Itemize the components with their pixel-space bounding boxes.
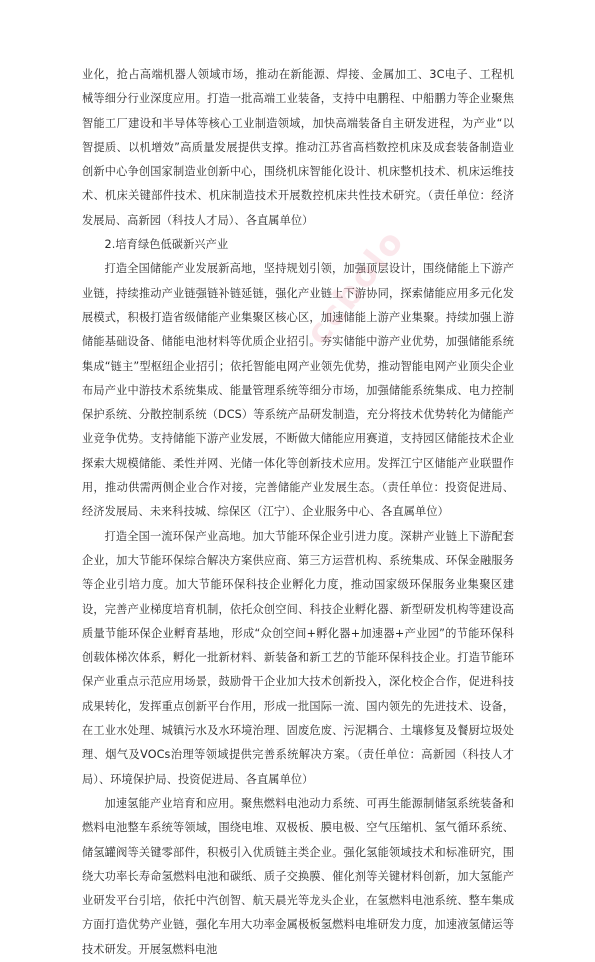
paragraph-environmental-protection: 打造全国一流环保产业高地。加大节能环保企业引进力度。深耕产业链上下游配套企业，加大节能环保综合解决方案供应商、第三方运营机构、系统集成、环保金融服务等企业引培力度。加大节能环保科技企业孵化力度，推动国家级环保服务业集聚区建设，完善产业梯度培育机制，依托众创空间、科技企业孵化器、新型研发机构等建设高质量节能环保企业孵育基地，形成“众创空间+孵化器+加速器+产业园”的节能环保科创载体梯次体系，孵化一批新材料、新装备和新工艺的节能环保科技企业。打造节能环保产业重点示范应用场景，鼓励骨干企业加大技术创新投入，深化校企合作，促进科技成果转化，发挥重点创新平台作用，形成一批国际一流、国内领先的先进技术、设备，在工业水处理、城镇污水及水环境治理、固废危废、污泥耦合、土壤修复及餐厨垃圾处理、烟气及VOCs治理等领域提供完善系统解决方案。（责任单位：高新园（科技人才局）、环境保护局、投资促进局、各直属单位） <box>82 529 514 786</box>
watermark-logo: ccbolo <box>298 221 413 353</box>
document-body <box>82 63 514 962</box>
section-heading: 2.培育绿色低碳新兴产业 <box>104 238 229 252</box>
paragraph-energy-storage: 打造全国储能产业发展新高地，坚持规划引领，加强顶层设计，围绕储能上下游产业链，持续推动产业链强链补链延链，强化产业链上下游协同，探索储能应用多元化发展模式，积极打造省级储能产业集聚区核心区，加速储能上游产业集聚。持续加强上游储能基础设备、储能电池材料等优质企业招引。夯实储能中游产业优势，加强储能系统集成“链主”型枢纽企业招引；依托智能电网产业领先优势，推动智能电网产业顶尖企业布局产业中游技术系统集成、能量管理系统等细分市场，加强储能系统集成、电力控制保护系统、分散控制系统（DCS）等系统产品研发制造，充分将技术优势转化为储能产业竞争优势。支持储能下游产业发展，不断做大储能应用赛道，支持园区储能技术企业探索大规模储能、柔性并网、光储一体化等创新技术应用。发挥江宁区储能产业联盟作用，推动供需两侧企业合作对接，完善储能产业发展生态。（责任单位：投资促进局、经济发展局、未来科技城、综保区（江宁）、企业服务中心、各直属单位） <box>82 262 514 519</box>
paragraph-continuation: 业化，抢占高端机器人领域市场，推动在新能源、焊接、金属加工、3C电子、工程机械等细分行业深度应用。打造一批高端工业装备，支持中电鹏程、中船鹏力等企业聚焦智能工厂建设和半导体等核心工业制造领域，加快高端装备自主研发进程，为产业“以智提质、以机增效”高质量发展提供支撑。推动江苏省高档数控机床及成套装备制造业创新中心争创国家制造业创新中心，围绕机床智能化设计、机床整机技术、机床运维技术、机床关键部件技术、机床制造技术开展数控机床共性技术研究。（责任单位：经济发展局、高新园（科技人才局）、各直属单位） <box>82 68 514 227</box>
paragraph-hydrogen-energy: 加速氢能产业培育和应用。聚焦燃料电池动力系统、可再生能源制储氢系统装备和燃料电池整车系统等领域，围绕电堆、双极板、膜电极、空气压缩机、氢气循环系统、储氢罐阀等关键零部件，积极引入优质链主类企业。强化氢能领域技术和标准研究，围绕大功率长寿命氢燃料电池和碳纸、质子交换膜、催化剂等关键材料创新，加大氢能产业研发平台引培，依托中汽创智、航天晨光等龙头企业，在氢燃料电池系统、整车集成方面打造优势产业链，强化车用大功率金属极板氢燃料电堆研发力度，加速液氢储运等技术研发。开展氢燃料电池 <box>82 796 514 956</box>
